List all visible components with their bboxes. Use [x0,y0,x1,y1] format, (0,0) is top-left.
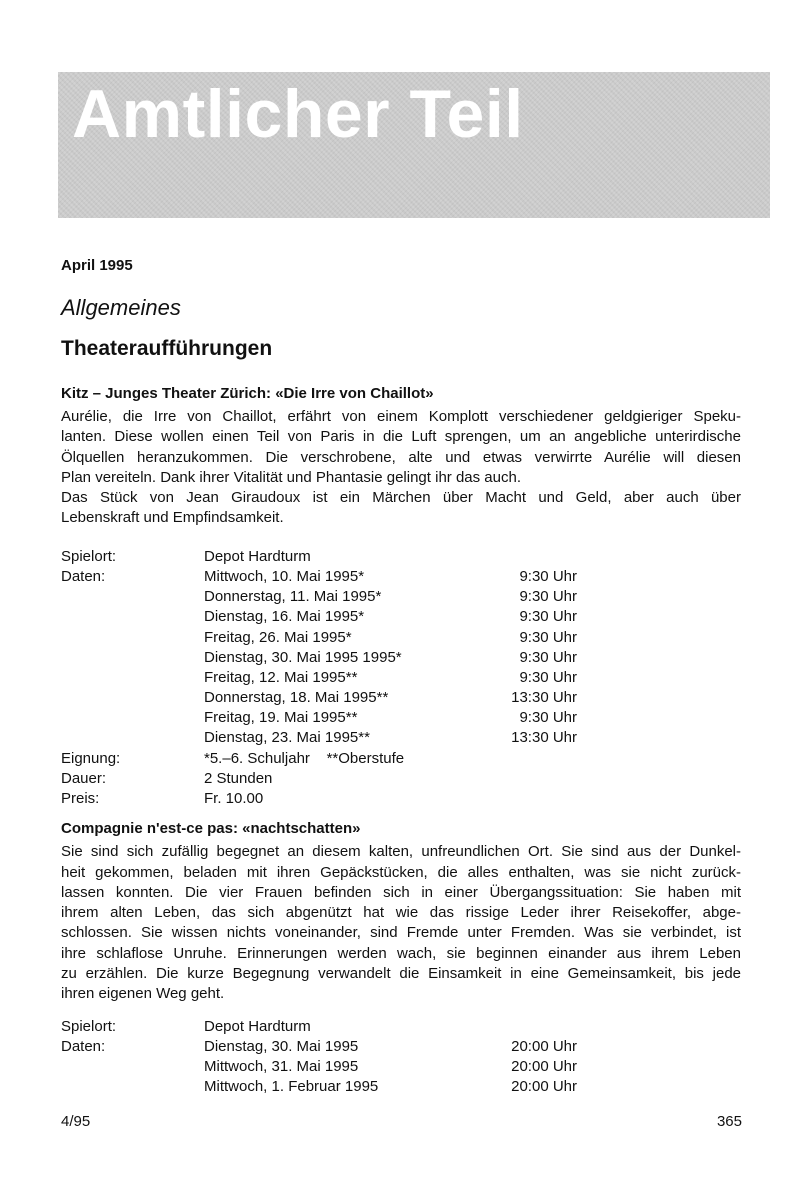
info-row [61,769,741,789]
info-value: Freitag, 12. Mai 1995** [204,668,358,686]
info-row [61,728,741,748]
info-row [61,587,741,607]
info-row [61,648,741,668]
event-info-table [61,1017,741,1098]
info-value: *5.–6. Schuljahr **Oberstufe [204,749,405,767]
info-row [61,749,741,769]
info-row [61,1017,741,1037]
info-value: Mittwoch, 1. Februar 1995 [204,1078,379,1096]
info-time: 9:30 Uhr [519,608,577,626]
info-row [61,708,741,728]
info-value: Dienstag, 16. Mai 1995* [204,608,365,626]
info-time: 13:30 Uhr [511,729,577,747]
issue-number: 4/95 [61,1113,91,1130]
event-info-table [61,547,741,809]
description-line: ihren eigenen Weg geht. [61,985,225,1003]
description-line: ihrem alten Leben, das sich abgenützt hat wie das rissige Leder ihrer Reisekoffer, abge- [61,904,741,922]
info-value: Freitag, 19. Mai 1995** [204,709,358,727]
info-value: Mittwoch, 10. Mai 1995* [204,567,365,585]
info-value: Dienstag, 23. Mai 1995** [204,729,370,747]
info-time: 9:30 Uhr [519,628,577,646]
info-value: Depot Hardturm [204,1017,311,1035]
info-time: 20:00 Uhr [511,1078,577,1096]
page-number: 365 [716,1113,742,1130]
description-line: Aurélie, die Irre von Chaillot, erfährt von einem Komplott verschiedener geldgieriger Speku- [61,408,741,425]
info-row [61,1037,741,1057]
banner-title: Amtlicher Teil [72,76,524,152]
info-value: Dienstag, 30. Mai 1995 1995* [204,648,402,666]
info-time: 20:00 Uhr [511,1037,577,1055]
info-label: Eignung: [61,749,121,767]
info-value: Freitag, 26. Mai 1995* [204,628,352,646]
info-row [61,567,741,587]
info-row [61,668,741,688]
info-time: 9:30 Uhr [519,648,577,666]
info-time: 9:30 Uhr [519,709,577,727]
info-time: 9:30 Uhr [519,668,577,686]
info-row [61,1057,741,1077]
info-value: Donnerstag, 18. Mai 1995** [204,689,389,707]
info-value: 2 Stunden [204,769,273,787]
info-label: Daten: [61,1037,106,1055]
description-line: Ölquellen heranzukommen. Die verschrobene, alte und etwas verwirrte Aurélie will diesen [61,448,741,466]
event-description [61,407,741,529]
description-line: Lebenskraft und Empfindsamkeit. [61,509,284,527]
event-title: Kitz – Junges Theater Zürich: «Die Irre von Chaillot» [61,385,434,402]
info-label: Preis: [61,790,100,808]
description-line: Das Stück von Jean Giraudoux ist ein Märchen über Macht und Geld, aber auch über [61,489,741,507]
info-value: Fr. 10.00 [204,790,264,808]
event-title: Compagnie n'est-ce pas: «nachtschatten» [61,820,361,838]
info-time: 9:30 Uhr [519,588,577,606]
page-content [61,256,741,1097]
info-value: Dienstag, 30. Mai 1995 [204,1037,359,1055]
event-description [61,842,741,1004]
page-title: Theateraufführungen [61,337,273,360]
description-line: Sie sind sich zufällig begegnet an diesem kalten, unfreundlichen Ort. Sie sind aus der Dunkel- [61,843,741,861]
info-value: Mittwoch, 31. Mai 1995 [204,1057,359,1075]
description-line: heit gekommen, beladen mit ihren Gepäckstücken, die alles enthalten, was sie nicht zurück- [61,863,741,881]
info-label: Dauer: [61,769,107,787]
info-label: Daten: [61,567,106,585]
issue-date: April 1995 [61,257,133,274]
info-time: 13:30 Uhr [511,689,577,707]
info-label: Spielort: [61,547,117,565]
info-time: 20:00 Uhr [511,1057,577,1075]
description-line: Plan vereiteln. Dank ihrer Vitalität und Phantasie gelingt ihr das auch. [61,468,521,486]
info-row [61,1077,741,1097]
description-line: ihre schlaflose Unruhe. Erinnerungen werden wach, sie beginnen einander aus ihrem Leben [61,944,741,962]
info-row [61,789,741,809]
info-row [61,688,741,708]
section-heading: Allgemeines [61,295,181,320]
description-line: schlossen. Sie wissen nichts voneinander, sind Fremde unter Fremden. Was sie verbindet, ist [61,924,741,942]
info-value: Donnerstag, 11. Mai 1995* [204,588,382,606]
info-label: Spielort: [61,1017,117,1035]
info-row [61,628,741,648]
info-time: 9:30 Uhr [519,567,577,585]
section-banner [58,72,770,218]
info-value: Depot Hardturm [204,547,311,565]
description-line: zu erzählen. Die kurze Begegnung verwandelt die Einsamkeit in eine Gemeinsamkeit, bis jede [61,965,741,982]
description-line: lanten. Diese wollen einen Teil von Paris in die Luft sprengen, um an angebliche unterirdische [61,428,741,446]
info-row [61,607,741,627]
description-line: lassen konnten. Die vier Frauen befinden sich in einer Übergangssituation: Sie haben mit [61,883,741,901]
info-row [61,547,741,567]
